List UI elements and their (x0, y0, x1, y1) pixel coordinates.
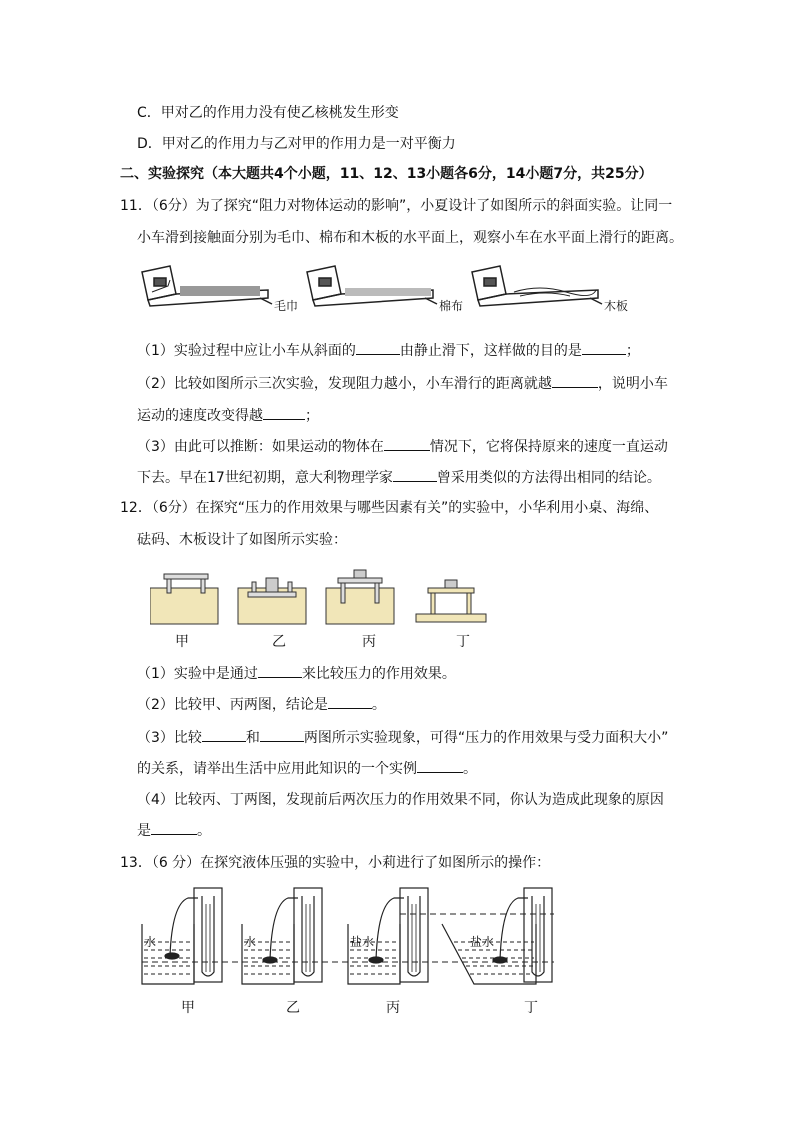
q12-p2-text-b: 。 (371, 697, 386, 713)
q11-p1-text-b: 由静止滑下，这样做的目的是 (399, 343, 582, 359)
q12-p1-text-a: （1）实验中是通过 (137, 666, 258, 682)
q11-part2 (137, 373, 668, 394)
q11-p2-text-b: ，说明小车 (597, 376, 668, 392)
q11-p2-text-d: ； (305, 408, 319, 424)
q12-figure (150, 568, 500, 626)
q12-blank-2[interactable] (328, 694, 372, 709)
setup-13-ding (442, 888, 552, 984)
q12-part2 (137, 694, 386, 715)
q12-part4-cont (137, 820, 211, 841)
q12-part4: （4）比较丙、丁两图，发现前后两次压力的作用效果不同，你认为造成此现象的原因 (137, 792, 664, 808)
setup-bing (326, 570, 394, 624)
q13-stem: 13．（6 分）在探究液体压强的实验中，小莉进行了如图所示的操作： (120, 855, 551, 871)
q12-part3 (137, 727, 668, 748)
q11-p2-text-c: 运动的速度改变得越 (137, 408, 263, 424)
q12-p3-text-a: （3）比较 (137, 730, 202, 746)
q12-blank-5[interactable] (417, 758, 463, 773)
q11-p1-text-a: （1）实验过程中应让小车从斜面的 (137, 343, 356, 359)
q12-blank-4[interactable] (260, 727, 304, 742)
q12-p3-text-e: 。 (463, 761, 477, 777)
setup-13-yi (242, 888, 322, 984)
label-cotton: 棉布 (439, 299, 464, 313)
q11-blank-5[interactable] (384, 436, 430, 451)
setup-ding (416, 580, 486, 622)
q11-blank-2[interactable] (582, 340, 626, 355)
q11-blank-3[interactable] (552, 373, 598, 388)
q12-label-yi: 乙 (272, 634, 286, 650)
label-towel: 毛巾 (274, 299, 299, 313)
q12-label-bing: 丙 (362, 634, 376, 650)
q12-part3-cont (137, 758, 477, 779)
q11-stem-line2: 小车滑到接触面分别为毛巾、棉布和木板的水平面上，观察小车在水平面上滑行的距离。 (137, 230, 683, 246)
q12-label-ding: 丁 (456, 634, 470, 650)
q11-part3-cont (137, 467, 661, 488)
q13-label-bing: 丙 (386, 1000, 400, 1016)
incline-towel (142, 266, 298, 313)
q13-label-jia: 甲 (181, 1000, 195, 1016)
setup-13-jia (142, 888, 222, 984)
q11-p2-text-a: （2）比较如图所示三次实验，发现阻力越小，小车滑行的距离就越 (137, 376, 552, 392)
q12-p3-text-c: 两图所示实验现象，可得“压力的作用效果与受力面积大小” (303, 730, 669, 746)
liquid-label-yi: 水 (244, 935, 257, 949)
section-title: 二、实验探究（本大题共4个小题，11、12、13小题各6分，14小题7分，共25分） (120, 166, 653, 182)
q11-blank-6[interactable] (393, 467, 437, 482)
q11-blank-1[interactable] (356, 340, 400, 355)
q12-p2-text-a: （2）比较甲、丙两图，结论是 (137, 697, 328, 713)
incline-wood (472, 266, 628, 313)
setup-jia (150, 574, 218, 624)
q13-label-yi: 乙 (286, 1000, 300, 1016)
q12-blank-3[interactable] (202, 727, 246, 742)
setup-yi (238, 578, 306, 624)
q11-blank-4[interactable] (263, 405, 305, 420)
q11-stem-line1: 11．（6分）为了探究“阻力对物体运动的影响”，小夏设计了如图所示的斜面实验。让同一 (120, 198, 673, 214)
q12-stem-line2: 砝码、木板设计了如图所示实验： (137, 532, 347, 548)
label-wood: 木板 (604, 299, 629, 313)
q13-figure (140, 884, 560, 988)
q12-blank-1[interactable] (258, 663, 302, 678)
liquid-label-ding: 盐水 (470, 935, 495, 949)
q12-p3-text-d: 的关系，请举出生活中应用此知识的一个实例 (137, 761, 417, 777)
q13-label-ding: 丁 (524, 1000, 538, 1016)
setup-13-bing (348, 888, 428, 984)
q12-blank-6[interactable] (151, 820, 197, 835)
q11-part2-cont (137, 405, 319, 426)
q12-p1-text-b: 来比较压力的作用效果。 (301, 666, 456, 682)
option-d: D．甲对乙的作用力与乙对甲的作用力是一对平衡力 (137, 136, 456, 152)
q12-label-jia: 甲 (175, 634, 189, 650)
q11-p1-text-c: ； (625, 343, 640, 359)
q11-p3-text-b: 情况下，它将保持原来的速度一直运动 (429, 439, 668, 455)
q11-figure (140, 262, 640, 324)
q11-p3-text-c: 下去。早在17世纪初期，意大利物理学家 (137, 470, 393, 486)
incline-cotton (307, 266, 463, 313)
q11-p3-text-a: （3）由此可以推断：如果运动的物体在 (137, 439, 384, 455)
q11-part1 (137, 340, 640, 361)
q12-part1 (137, 663, 456, 684)
q12-stem-line1: 12．（6分）在探究“压力的作用效果与哪些因素有关”的实验中，小华利用小桌、海绵、 (120, 500, 659, 516)
q12-p4-text-c: 。 (197, 823, 211, 839)
q12-p4-text-b: 是 (137, 823, 151, 839)
q12-p3-text-b: 和 (245, 730, 260, 746)
q11-part3 (137, 436, 668, 457)
liquid-label-bing: 盐水 (350, 935, 375, 949)
liquid-label-jia: 水 (144, 935, 157, 949)
q11-p3-text-d: 曾采用类似的方法得出相同的结论。 (436, 470, 661, 486)
option-c: C．甲对乙的作用力没有使乙核桃发生形变 (137, 105, 399, 121)
